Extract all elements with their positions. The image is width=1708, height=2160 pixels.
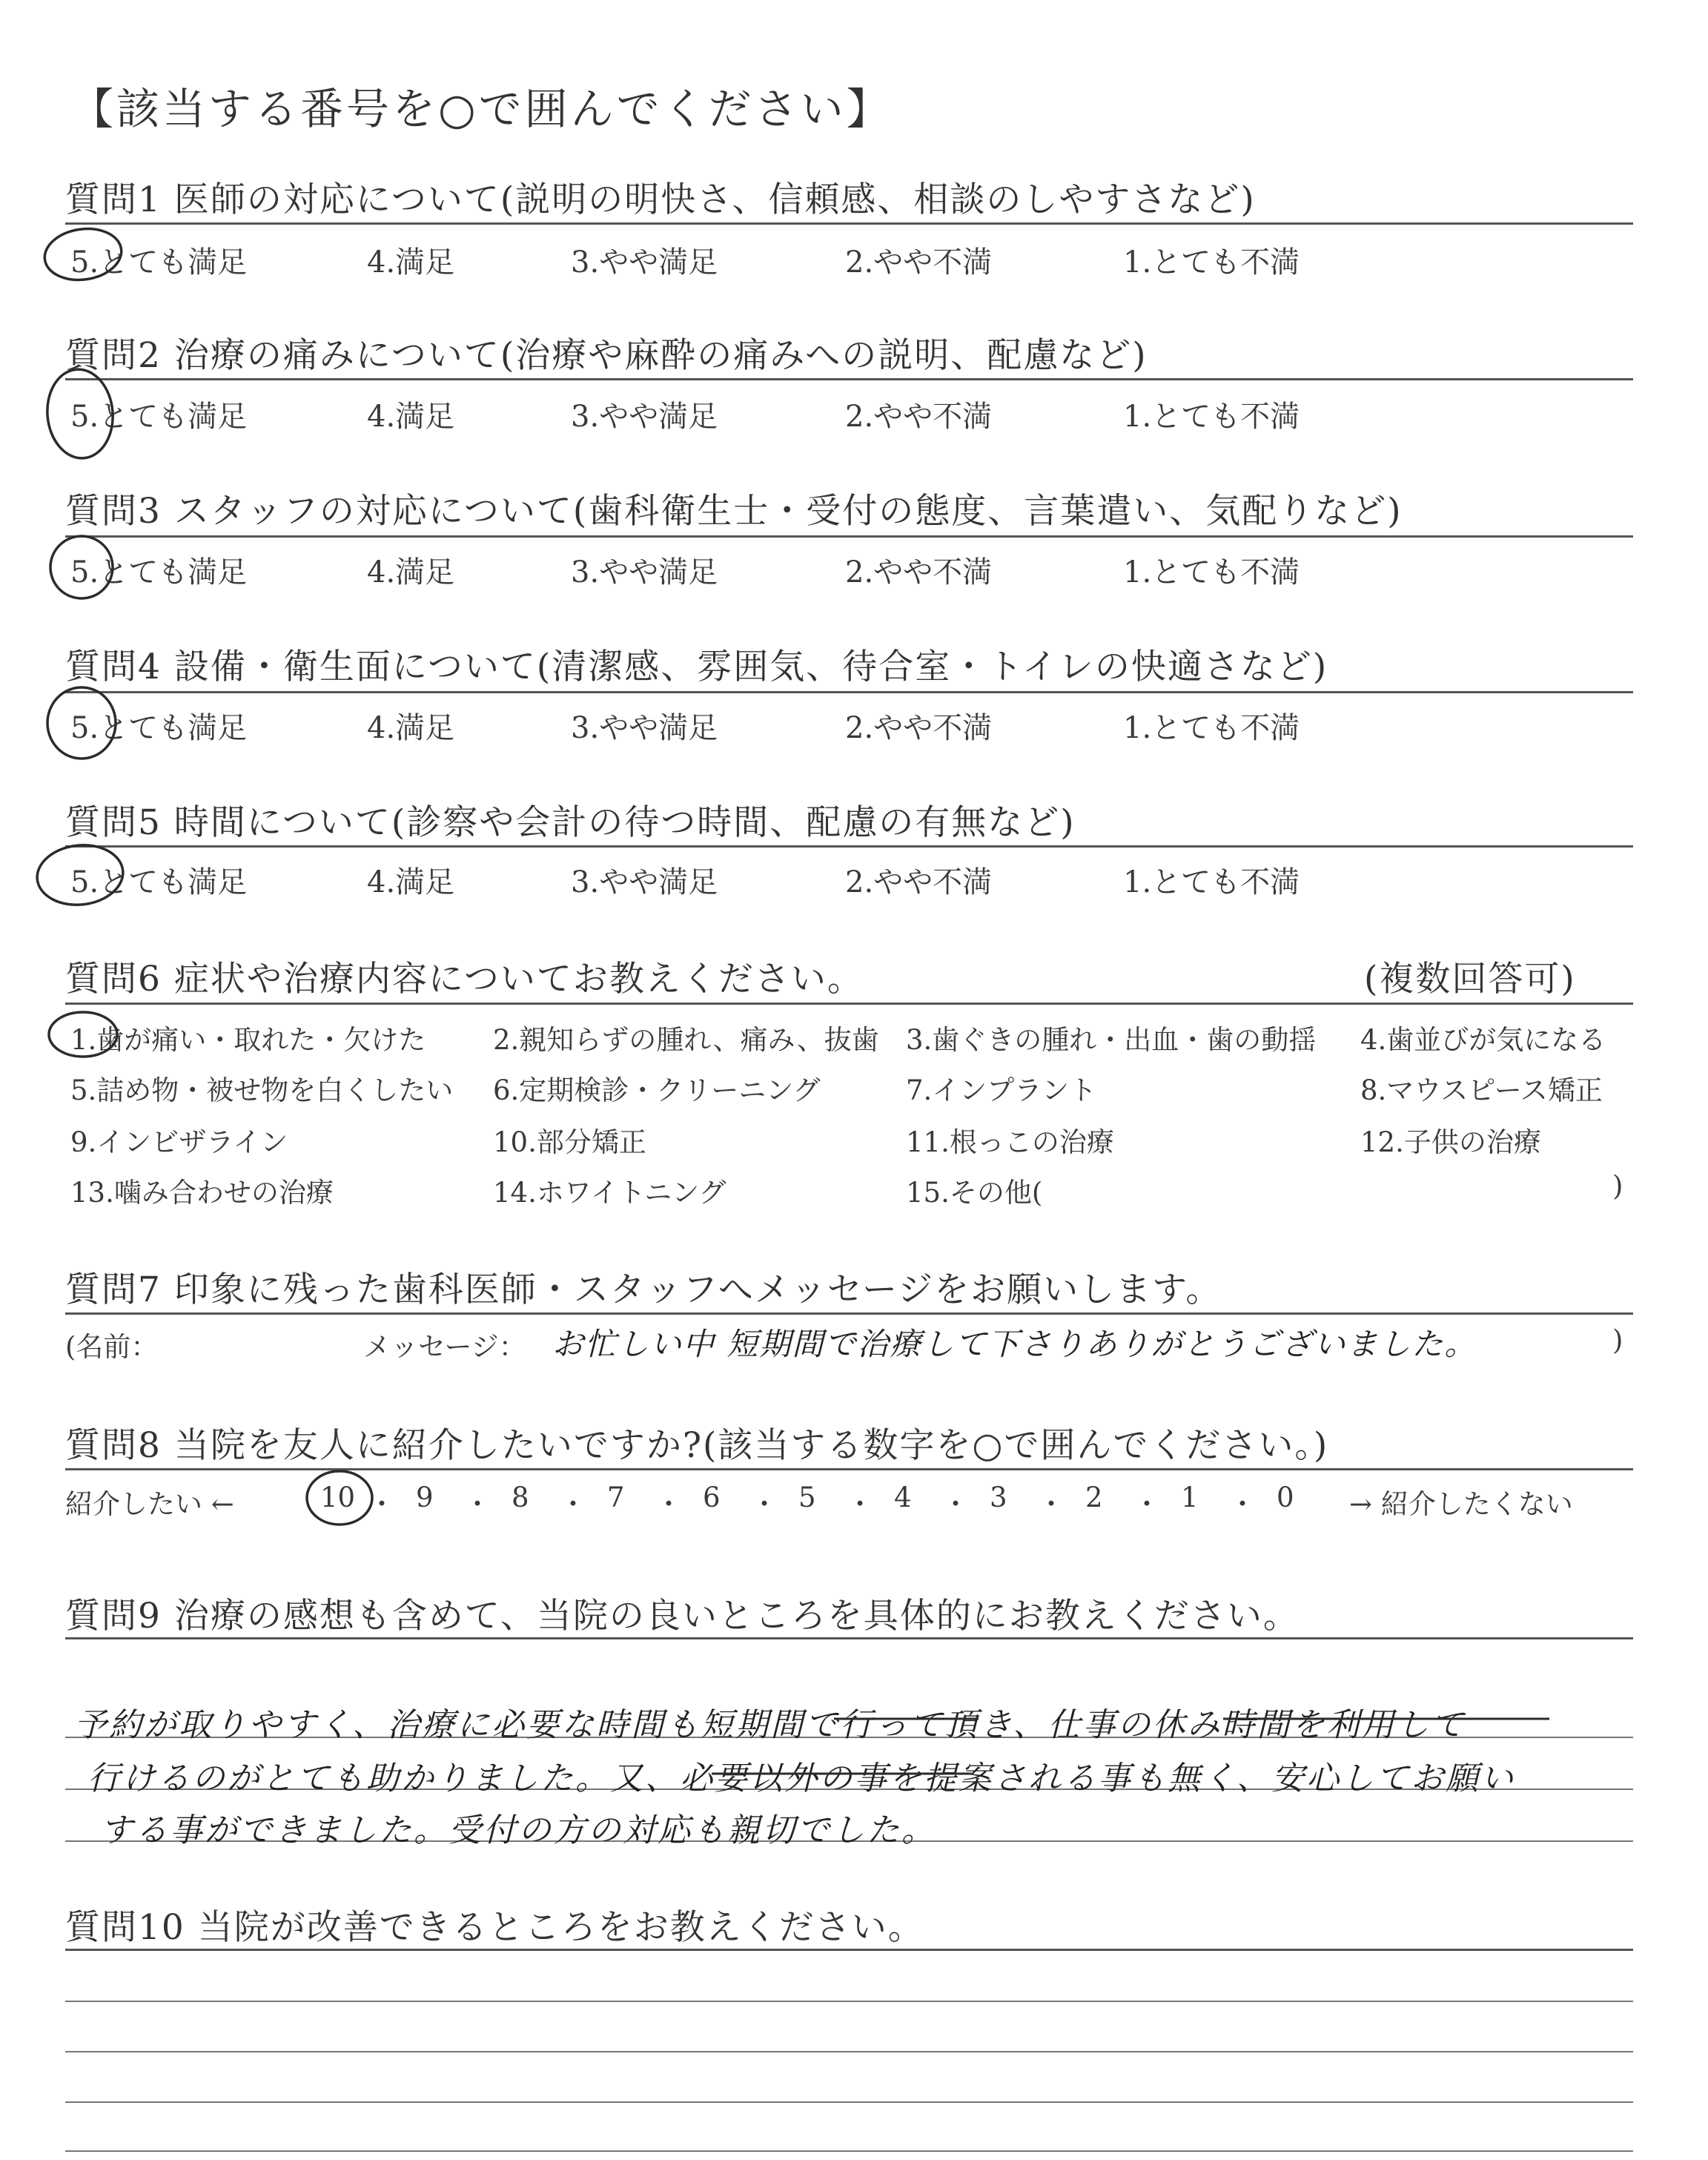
question-8-title: 質問8 当院を友人に紹介したいですか?(該当する数字を○で囲んでください。) bbox=[65, 1425, 1329, 1466]
q8-scale-separator: ・ bbox=[463, 1488, 491, 1520]
q6-option-10[interactable]: 10.部分矯正 bbox=[493, 1126, 646, 1158]
question-4-rule bbox=[65, 691, 1633, 693]
q8-scale-value[interactable]: 10 bbox=[320, 1482, 356, 1513]
q9-answer-line-1[interactable]: 予約が取りやすく、治療に必要な時間も短期間で行って頂き、仕事の休み時間を利用して bbox=[74, 1706, 1466, 1744]
q8-scale-value[interactable]: 0 bbox=[1277, 1482, 1294, 1513]
q5-option-3[interactable]: 3.やや満足 bbox=[571, 865, 718, 899]
question-7-title: 質問7 印象に残った歯科医師・スタッフへメッセージをお願いします。 bbox=[65, 1269, 1222, 1310]
q3-option-5[interactable]: 5.とても満足 bbox=[70, 555, 248, 589]
question-6-title: 質問6 症状や治療内容についてお教えください。 bbox=[65, 959, 864, 1000]
form-title: 【該当する番号を○で囲んでください】 bbox=[70, 84, 893, 134]
q8-scale-value[interactable]: 6 bbox=[703, 1482, 721, 1513]
q1-option-3[interactable]: 3.やや満足 bbox=[571, 245, 718, 280]
q7-message-label: メッセージ： bbox=[363, 1331, 526, 1363]
q2-option-1[interactable]: 1.とても不満 bbox=[1123, 400, 1300, 434]
q5-option-4[interactable]: 4.満足 bbox=[367, 865, 455, 899]
q10-line-2 bbox=[65, 2051, 1633, 2052]
q10-line-3 bbox=[65, 2101, 1633, 2103]
q7-message-handwritten[interactable]: お忙しい中 短期間で治療して下さりありがとうございました。 bbox=[552, 1326, 1477, 1362]
q6-option-9[interactable]: 9.インビザライン bbox=[70, 1126, 288, 1158]
q1-option-4[interactable]: 4.満足 bbox=[367, 245, 455, 280]
q6-option-15[interactable]: 15.その他( bbox=[906, 1177, 1043, 1209]
question-5-title: 質問5 時間について(診察や会計の待つ時間、配慮の有無など) bbox=[65, 802, 1076, 843]
q6-option-3[interactable]: 3.歯ぐきの腫れ・出血・歯の動揺 bbox=[906, 1024, 1317, 1056]
q8-scale-separator: ・ bbox=[1228, 1488, 1257, 1520]
q8-scale-value[interactable]: 8 bbox=[512, 1482, 529, 1513]
q1-option-2[interactable]: 2.やや不満 bbox=[845, 245, 993, 280]
question-10-rule bbox=[65, 1949, 1633, 1951]
q8-left-label: 紹介したい ← bbox=[65, 1488, 234, 1520]
question-1-title: 質問1 医師の対応について(説明の明快さ、信頼感、相談のしやすさなど) bbox=[65, 179, 1256, 220]
question-1-rule bbox=[65, 222, 1633, 225]
q4-option-4[interactable]: 4.満足 bbox=[367, 711, 455, 745]
q9-answer-line-3[interactable]: する事ができました。受付の方の対応も親切でした。 bbox=[100, 1811, 936, 1849]
question-7-rule bbox=[65, 1312, 1633, 1315]
q8-scale-value[interactable]: 1 bbox=[1181, 1482, 1199, 1513]
q6-option-8[interactable]: 8.マウスピース矯正 bbox=[1360, 1074, 1603, 1106]
question-10-title: 質問10 当院が改善できるところをお教えください。 bbox=[65, 1907, 924, 1948]
q5-option-1[interactable]: 1.とても不満 bbox=[1123, 865, 1300, 899]
question-2-title: 質問2 治療の痛みについて(治療や麻酔の痛みへの説明、配慮など) bbox=[65, 335, 1148, 376]
question-6-note: (複数回答可) bbox=[1364, 959, 1576, 1000]
q8-scale-separator: ・ bbox=[1133, 1488, 1161, 1520]
question-3-title: 質問3 スタッフの対応について(歯科衛生士・受付の態度、言葉遣い、気配りなど) bbox=[65, 491, 1403, 532]
q8-right-label: → 紹介したくない bbox=[1349, 1488, 1573, 1520]
q8-scale-separator: ・ bbox=[846, 1488, 874, 1520]
q8-scale-separator: ・ bbox=[559, 1488, 587, 1520]
question-3-rule bbox=[65, 535, 1633, 538]
question-8-rule bbox=[65, 1468, 1633, 1470]
q8-scale-value[interactable]: 5 bbox=[798, 1482, 816, 1513]
question-4-title: 質問4 設備・衛生面について(清潔感、雰囲気、待合室・トイレの快適さなど) bbox=[65, 647, 1328, 687]
q3-option-3[interactable]: 3.やや満足 bbox=[571, 555, 718, 589]
q8-scale-value[interactable]: 2 bbox=[1085, 1482, 1103, 1513]
q2-option-2[interactable]: 2.やや不満 bbox=[845, 400, 993, 434]
question-2-rule bbox=[65, 378, 1633, 380]
q8-scale-separator: ・ bbox=[750, 1488, 778, 1520]
q8-scale-separator: ・ bbox=[1037, 1488, 1065, 1520]
q5-option-2[interactable]: 2.やや不満 bbox=[845, 865, 993, 899]
q2-option-3[interactable]: 3.やや満足 bbox=[571, 400, 718, 434]
q6-option-6[interactable]: 6.定期検診・クリーニング bbox=[493, 1074, 821, 1106]
q7-close-paren: ) bbox=[1612, 1324, 1623, 1356]
q9-answer-line-2[interactable]: 行けるのがとても助かりました。又、必要以外の事を提案される事も無く、安心してお願い bbox=[87, 1760, 1516, 1797]
q6-option-2[interactable]: 2.親知らずの腫れ、痛み、抜歯 bbox=[493, 1024, 879, 1056]
q1-option-1[interactable]: 1.とても不満 bbox=[1123, 245, 1300, 280]
q4-option-1[interactable]: 1.とても不満 bbox=[1123, 711, 1300, 745]
question-6-rule bbox=[65, 1003, 1633, 1005]
q6-option-12[interactable]: 12.子供の治療 bbox=[1360, 1126, 1541, 1158]
q8-scale-value[interactable]: 7 bbox=[607, 1482, 625, 1513]
q4-option-3[interactable]: 3.やや満足 bbox=[571, 711, 718, 745]
q1-option-5[interactable]: 5.とても満足 bbox=[70, 245, 248, 280]
question-9-rule bbox=[65, 1637, 1633, 1639]
q8-scale-separator: ・ bbox=[655, 1488, 683, 1520]
q8-scale-value[interactable]: 4 bbox=[894, 1482, 912, 1513]
q4-option-2[interactable]: 2.やや不満 bbox=[845, 711, 993, 745]
q3-option-4[interactable]: 4.満足 bbox=[367, 555, 455, 589]
q8-scale-separator: ・ bbox=[368, 1488, 396, 1520]
q6-option-11[interactable]: 11.根っこの治療 bbox=[906, 1126, 1114, 1158]
q5-option-5[interactable]: 5.とても満足 bbox=[70, 865, 248, 899]
q2-option-5[interactable]: 5.とても満足 bbox=[70, 400, 248, 434]
q6-option-15-close: ) bbox=[1612, 1170, 1623, 1202]
q6-option-4[interactable]: 4.歯並びが気になる bbox=[1360, 1024, 1606, 1056]
q8-scale-separator: ・ bbox=[941, 1488, 970, 1520]
q7-name-label: (名前： bbox=[65, 1331, 159, 1363]
q10-line-4 bbox=[65, 2150, 1633, 2152]
q8-scale-value[interactable]: 9 bbox=[416, 1482, 434, 1513]
q8-scale-value[interactable]: 3 bbox=[990, 1482, 1007, 1513]
q6-option-13[interactable]: 13.噛み合わせの治療 bbox=[70, 1177, 334, 1209]
q10-line-1 bbox=[65, 2001, 1633, 2002]
q3-option-2[interactable]: 2.やや不満 bbox=[845, 555, 993, 589]
question-9-title: 質問9 治療の感想も含めて、当院の良いところを具体的にお教えください。 bbox=[65, 1596, 1300, 1636]
q6-option-7[interactable]: 7.インプラント bbox=[906, 1074, 1097, 1106]
q6-option-5[interactable]: 5.詰め物・被せ物を白くしたい bbox=[70, 1074, 454, 1106]
q4-option-5[interactable]: 5.とても満足 bbox=[70, 711, 248, 745]
q2-option-4[interactable]: 4.満足 bbox=[367, 400, 455, 434]
q6-option-14[interactable]: 14.ホワイトニング bbox=[493, 1177, 726, 1209]
question-5-rule bbox=[65, 845, 1633, 848]
q6-option-1[interactable]: 1.歯が痛い・取れた・欠けた bbox=[70, 1024, 426, 1056]
q3-option-1[interactable]: 1.とても不満 bbox=[1123, 555, 1300, 589]
